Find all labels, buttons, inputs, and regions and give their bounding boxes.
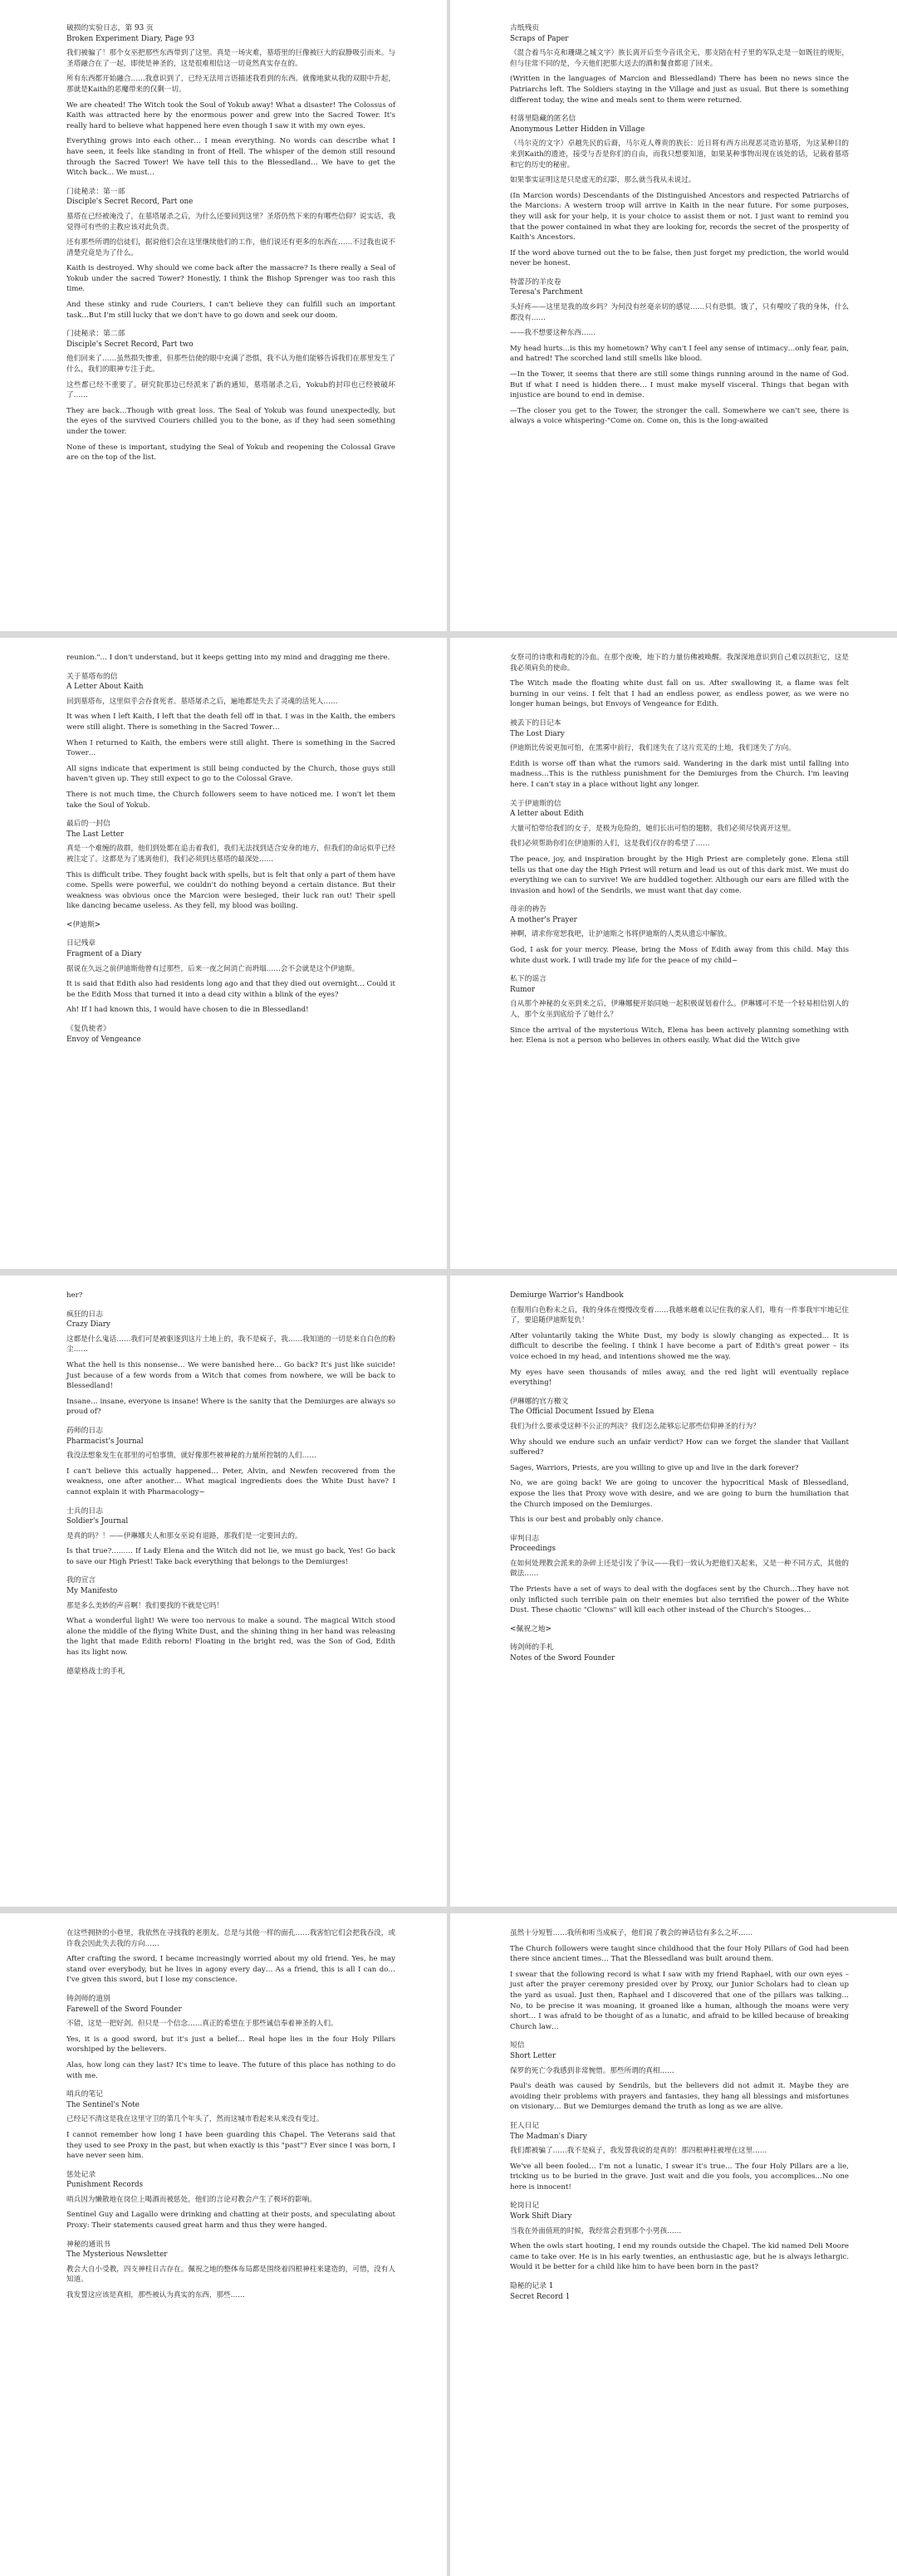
section-subheading: Crazy Diary xyxy=(66,1320,110,1330)
section-heading: 最后的一封信 xyxy=(66,820,110,829)
paragraph: Sages, Warriors, Priests, are you willing to give up and live in the dark forever? xyxy=(510,1463,799,1472)
paragraph: 大量可怕带给我们的女子，是极为危险的，她们长出可怕的翅膀，我们必须尽快离开这里。 xyxy=(510,824,796,833)
paragraph: Yes, it is a good sword, but it's just a belief… Real hope lies in the four Holy Pillars worshiped by the believers. xyxy=(66,2035,395,2054)
paragraph: 女祭司的诗歌和毒蛇的冷血。在那个夜晚，地下的力量仿佛被唤醒。我深深地意识到自己难以抗拒它，这是我必须肩负的使命。 xyxy=(510,654,849,673)
section-heading: 村落里隐藏的匿名信 xyxy=(510,115,576,124)
paragraph: We are cheated! The Witch took the Soul of Yokub away! What a disaster! The Colossus of Kaith was attracted here by the enormous power and grew into the Sacred Tower. It's really hard to believe what happened here even though I saw it with my own eyes. xyxy=(66,100,395,130)
paragraph: 不错，这是一把好剑。但只是一个信念……真正的希望在于那些诚信奉着神圣的人们。 xyxy=(66,2020,338,2029)
section-heading: 私下的谣言 xyxy=(510,975,547,984)
paragraph: 在服用白色粉末之后，我的身体在慢慢改变着……我越来越难以记住我的家人们，唯有一件事我牢牢地记住了，要追随伊迪斯复仇！ xyxy=(510,1305,849,1325)
paragraph: The Priests have a set of ways to deal with the dogfaces sent by the Church…They have not only inflicted such terrible pain on their enemies but also terrified the power of the White Dust. These chaotic "Clowns" will kill each other instead of the Church's Stooges… xyxy=(510,1585,849,1615)
section-heading: 神秘的通讯书 xyxy=(66,2240,110,2249)
section-heading: 德蒙格战士的手札 xyxy=(66,1667,125,1676)
paragraph: If the word above turned out the to be false, then just forget my prediction, the world would never be honest. xyxy=(510,248,849,268)
paragraph: When the owls start hooting, I end my rounds outside the Chapel. The kid named Deli Moore came to take over. He is in his early twenties, an enthusiastic age, but he is always lethargic. Would it be better for a child like him to have been born in the past? xyxy=(510,2242,849,2272)
paragraph: 我们被骗了！那个女巫把那些东西带到了这里。真是一场灾难，墓塔里的巨像被巨大的寂静吸引而来。与圣塔融合在了一起，即使是神圣的，这是很难相信这一切竟然真实存在的。 xyxy=(66,49,395,68)
paragraph: God, I ask for your mercy. Please, bring the Moss of Edith away from this child. May this white dust work. I will trade my life for the peace of my child~ xyxy=(510,946,849,965)
section-heading: 我的宣言 xyxy=(66,1576,96,1585)
paragraph: My head hurts…is this my hometown? Why can't I feel any sense of intimacy…only fear, pain, and hatred! The scorched land still smells like blood. xyxy=(510,344,849,364)
paragraph: 所有东西都开始融合……我意识到了，已经无法用言语描述我看到的东西。就像地狱从我的双眼中升起，那就是Kaith的恶魔带来的仅剩一切。 xyxy=(66,75,395,94)
section-heading: 士兵的日志 xyxy=(66,1506,103,1516)
section-heading: 药师的日志 xyxy=(66,1426,103,1435)
paragraph: 保罗的死亡令我感到非常惋惜。那些所谓的真相…… xyxy=(510,2066,674,2075)
section-heading: 门徒秘录：第一部 xyxy=(66,187,125,196)
paragraph: 那是多么美妙的声音啊！我们要找的不就是它吗！ xyxy=(66,1601,224,1610)
paragraph: （马尔克的文字）卓越先民的后裔，马尔克人尊贵的族长：近日将有西方出现恶灵造访墓塔，为这某种目的来到Kaith的遗迹，接受与否是你们的自由，而我只想要知道，如果某种事物出现在该处的话，记载着墓塔和它的历史的秘密。 xyxy=(510,140,849,169)
section-heading: <伊迪斯> xyxy=(66,920,101,929)
section-subheading: Rumor xyxy=(510,985,536,994)
section-subheading: A letter about Edith xyxy=(510,810,584,819)
paragraph: Edith is worse off than what the rumors said. Wandering in the dark mist until falling into madness…This is the ruthless punishment for the Demiurges from the Church. I'm leaving here. I can't stay in a place without light any longer. xyxy=(510,759,849,789)
paragraph: My eyes have seen thousands of miles away, and the red light will eventually replace everything! xyxy=(510,1368,849,1388)
paragraph: 我们必须帮助你们在伊迪斯的人们，这是我们仅存的希望了…… xyxy=(510,840,710,849)
paragraph: 已经记不清这是我在这里守卫的第几个年头了，然而这城市看起来从来没有变过。 xyxy=(66,2115,324,2124)
paragraph: After crafting the sword, I became increasingly worried about my old friend. Yes, he may stand over everybody, but he lives in agony every day… As a friend, this is all I can do… I've given this sword, but I lose my conscience. xyxy=(66,1955,395,1985)
paragraph: reunion."… I don't understand, but it keeps getting into my mind and dragging me there. xyxy=(66,654,390,662)
section-subheading: The Sentinel's Note xyxy=(66,2100,140,2109)
paragraph: And these stinky and rude Couriers, I can't believe they can fulfill such an important task…But I'm still lucky that we don't have to go down and seek our doom. xyxy=(66,301,395,320)
paragraph: （混合着马尔克和珊瑚之城文字）族长离开后至今音讯全无，那支陪在村子里的军队走是一如既往的规矩，但与往常不同的是，今天他们把那大送去的酒和餐食都退了回来。 xyxy=(510,49,849,68)
section-subheading: Pharmacist's Journal xyxy=(66,1437,144,1446)
paragraph: ——我不想要这种东西…… xyxy=(510,329,596,338)
paragraph: 他们回来了……虽然损失惨重，但那些信使的眼中充满了恐惧，我不认为他们能够告诉我们在那里发生了什么，我们的眼神专注于此。 xyxy=(66,355,395,375)
paragraph: Everything grows into each other… I mean everything. No words can describe what I have seen, it feels like standing in front of Hell. The whisper of the demon still resound through the Sacred Tower! We have tell this to the Blessedland… We have to get the Witch back… We must… xyxy=(66,137,395,178)
paragraph: 这都是什么鬼话……我们可是被驱逐到这片土地上的，我不是疯子，我……我知道的一切是来自白色的粉尘…… xyxy=(66,1335,395,1354)
section-heading: 短信 xyxy=(510,2041,525,2050)
document-page-7 xyxy=(0,1913,447,2576)
paragraph: 如果事实证明这是只是虚无的幻影，那么就当我从未说过。 xyxy=(510,176,696,185)
section-heading: 被丢下的日记本 xyxy=(510,718,561,727)
paragraph: 伊迪斯比传说更加可怕，在黑雾中前行，我们迷失在了这片荒芜的土地，我们迷失了方向。 xyxy=(510,744,796,753)
section-heading: 母亲的祷告 xyxy=(510,905,547,914)
paragraph: I swear that the following record is what I saw with my friend Raphael, with our own eyes – just after the prayer ceremony presided over by Proxy, our Junior Scholars had to clean up the yard as usual. Just then, Raphael and I discovered that one of the pillars was talking… No, to be precise it was moaning, it groaned like a human, although the moans were very short… I was afraid to be thought of as a lunatic, and afraid to be killed because of breaking Church law… xyxy=(510,1970,849,2031)
paragraph: Paul's death was caused by Sendrils, but the believers did not admit it. Maybe they are avoiding their problems with prayers and fantasies, they hang all blessings and misfortunes on visionary… But we Demiurges demand the truth as long as we are alive. xyxy=(510,2082,849,2112)
paragraph: Ah! If I had known this, I would have chosen to die in Blessedland! xyxy=(66,1006,309,1015)
paragraph: The Church followers were taught since childhood that the four Holy Pillars of God had been there since ancient times… That the Blessedland was built around them. xyxy=(510,1944,849,1964)
paragraph: 据说在久远之前伊迪斯他曾有过那些，后来一夜之间消亡而坍塌……会不会就是这个伊迪斯。 xyxy=(66,964,360,973)
paragraph: 我发誓这应该是真相，那些被认为真实的东西，那些…… xyxy=(66,2291,245,2300)
document-page-8 xyxy=(450,1913,897,2576)
section-subheading: Demiurge Warrior's Handbook xyxy=(510,1291,624,1300)
section-subheading: The Last Letter xyxy=(66,830,124,839)
paragraph: Is that true?……… If Lady Elena and the Witch did not lie, we must go back, Yes! Go back to save our High Priest! Take back everything that belongs to the Demiurges! xyxy=(66,1547,395,1566)
paragraph: 在如何处理教会派来的杂碎上还是引发了争议——我们一致认为把他们关起来，又是一种不同方式，其他的做法…… xyxy=(510,1559,849,1579)
paragraph: What a wonderful light! We were too nervous to make a sound. The magical Witch stood alone the middle of the flying White Dust, and the shining thing in her hand was releasing the light that made Edith reborn! Floating in the bright red, was the Son of God, Edith has its light now. xyxy=(66,1617,395,1658)
paragraph: 教会大自小受教，四支神柱日古存在。佩祝之地的整体布局都是围绕着四根神柱来建造的，可惜，没有人知道。 xyxy=(66,2265,395,2285)
section-heading: 哨兵的笔记 xyxy=(66,2090,103,2099)
section-subheading: Fragment of a Diary xyxy=(66,950,142,959)
paragraph: 自从那个神秘的女巫到来之后，伊琳娜便开始同她一起积极谋划着什么。伊琳娜可不是一个轻易相信别人的人，那个女巫到底给予了她什么？ xyxy=(510,1000,849,1020)
section-heading: 《复仇使者》 xyxy=(66,1025,110,1034)
paragraph: Insane… insane, everyone is insane! Where is the sanity that the Demiurges are always so proud of? xyxy=(66,1397,395,1417)
section-heading: 门徒秘录：第二部 xyxy=(66,330,125,339)
paragraph: When I returned to Kaith, the embers were still alight. There is something in the Sacred Tower… xyxy=(66,738,395,758)
section-subheading: Teresa's Parchment xyxy=(510,288,583,297)
section-heading: 疯狂的日志 xyxy=(66,1310,103,1319)
paragraph: 还有那些所谓的信徒们，据说他们会在这里继续他们的工作，他们说还有更多的东西在……不过我也说不清楚究竟是为了什么。 xyxy=(66,238,395,257)
section-heading: 隐秘的记录 1 xyxy=(510,2282,554,2291)
section-subheading: A Letter About Kaith xyxy=(66,683,144,692)
section-heading: 古纸残页 xyxy=(510,24,540,32)
paragraph: 我没法想象发生在那里的可怕事情，就好像那些被神秘的力量所控制的人们…… xyxy=(66,1452,316,1461)
paragraph: This is difficult tribe. They fought back with spells, but is felt that only a part of them have come. Spells were powerful, we couldn't do nothing beyond a certain distance. But their weakness was obvious once the Marcion were besieged, their luck ran out! Their spell like dancing became useless. As they fell, my blood was boiling. xyxy=(66,870,395,911)
paragraph: Sentinel Guy and Lagallo were drinking and chatting at their posts, and speculating about Proxy: Their statements caused great harm and thus they were hanged. xyxy=(66,2211,395,2231)
paragraph: 真是一个难缠的敌群，他们到处都在追击着我们，我们无法找到适合安身的地方，但我们的命运似乎已经被注定了。这都是为了逃离他们，我们必须到达墓塔的最深处…… xyxy=(66,845,395,864)
section-heading: 轮岗日记 xyxy=(510,2201,540,2211)
section-subheading: Notes of the Sword Founder xyxy=(510,1654,615,1663)
section-subheading: The Official Document Issued by Elena xyxy=(510,1408,654,1417)
section-subheading: Broken Experiment Diary, Page 93 xyxy=(66,34,195,43)
section-heading: 特蕾莎的羊皮卷 xyxy=(510,277,561,286)
paragraph: I can't believe this actually happened… Peter, Alvin, and Newfen recovered from the weakness, one after another… What magical ingredients does the White Dust have? I cannot explain it with Pharmacology~ xyxy=(66,1467,395,1496)
paragraph: After voluntarily taking the White Dust, my body is slowly changing as expected… It is difficult to describe the feeling. I think I have become a part of Edith's great power – its voice echoed in my head, and intentions showed me the way. xyxy=(510,1331,849,1361)
paragraph: I cannot remember how long I have been guarding this Chapel. The Veterans said that they used to see Proxy in the past, but when exactly is this "past"? Ever since I was born, I have never seen him. xyxy=(66,2130,395,2161)
section-heading: 审判日志 xyxy=(510,1534,540,1543)
paragraph: 当我在外面值班的时候，我经常会看到那个小男孩…… xyxy=(510,2226,682,2236)
paragraph: The peace, joy, and inspiration brought by the High Priest are completely gone. Elena still tells us that one day the High Priest will return and lead us out of this dark mist. We must do everything we can to survive! We are huddled together. Although our ears are filled with the invasion and howl of the Sendrils, we must want that day come. xyxy=(510,855,849,895)
section-subheading: Disciple's Secret Record, Part one xyxy=(66,198,194,207)
paragraph: (Written in the languages of Marcion and Blessedland) There has been no news since the Patriarchs left. The Soldiers staying in the Village and just as usual. But there is something different today, the wine and meals sent to them were returned. xyxy=(510,75,849,105)
paragraph: 神啊，请求你宽恕我吧，让护迪斯之书将伊迪斯的人类从遗忘中解放。 xyxy=(510,930,732,939)
paragraph: 在这些拥挤的小巷里，我依然在寻找我的老朋友。总是与其他一样的面孔……我害怕它们会把我吞没，或许我会因此失去我的方向…… xyxy=(66,1929,395,1948)
document-page-6 xyxy=(450,1276,897,1907)
section-heading: 日记残章 xyxy=(66,939,96,948)
section-subheading: Secret Record 1 xyxy=(510,2292,571,2301)
paragraph: Since the arrival of the mysterious Witch, Elena has been actively planning something with her. Elena is not a person who believes in others easily. What did the Witch give xyxy=(510,1026,849,1046)
section-subheading: Soldier's Journal xyxy=(66,1517,129,1526)
section-subheading: Farewell of the Sword Founder xyxy=(66,2005,182,2014)
paragraph: 虽然十分短暂……我所和听当成疯子，他们说了教会的神话信有多么之坏…… xyxy=(510,1929,753,1937)
section-subheading: Disciple's Secret Record, Part two xyxy=(66,340,194,349)
section-heading: 破损的实验日志，第 93 页 xyxy=(66,24,154,32)
paragraph: 哨兵因为懒散地在岗位上喝酒而被惩处，他们的言论对教会产生了极坏的影响。 xyxy=(66,2195,316,2204)
paragraph: What the hell is this nonsense… We were banished here… Go back? It's just like suicide! Just because of a few words from a Witch that comes from nowhere, we will be back to Blessedland! xyxy=(66,1360,395,1391)
paragraph: It is said that Edith also had residents long ago and that they died out overnight… Could it be the Edith Moss that turned it into a dead city within a blink of the eyes? xyxy=(66,980,395,999)
section-subheading: Short Letter xyxy=(510,2051,556,2060)
paragraph: 我们都被骗了……我不是疯子，我发誓我说的是真的！那四根神柱被埋在这里…… xyxy=(510,2147,767,2156)
section-subheading: A mother's Prayer xyxy=(510,915,577,924)
document-page-1 xyxy=(0,0,447,631)
paragraph: Alas, how long can they last? It's time to leave. The future of this place has nothing to do with me. xyxy=(66,2060,395,2080)
paragraph: —In the Tower, it seems that there are still some things running around in the name of God. But if what I need is hidden there… I must make myself visceral. Things that began with injustice are bound to end in demise. xyxy=(510,370,849,400)
paragraph: There is not much time, the Church followers seem to have noticed me. I won't let them take the Soul of Yokub. xyxy=(66,790,395,810)
paragraph: It was when I left Kaith, I left that the death fell off in that. I was in the Kaith, the embers were still alight. There is something in the Sacred Tower… xyxy=(66,713,395,732)
section-subheading: Work Shift Diary xyxy=(510,2212,572,2221)
section-subheading: Punishment Records xyxy=(66,2181,144,2190)
paragraph: 回到墓塔布，这里似乎会吞食死者。墓塔屠杀之后，遍地都是失去了灵魂的活死人…… xyxy=(66,697,338,706)
paragraph: No, we are going back! We are going to uncover the hypocritical Mask of Blessedland, expose the lies that Proxy wove with desire, and we are going to burn the humiliation that the Church imposed on the Demiurges. xyxy=(510,1479,849,1509)
section-subheading: Anonymous Letter Hidden in Village xyxy=(510,125,645,134)
section-subheading: The Madman's Diary xyxy=(510,2132,587,2141)
section-subheading: The Lost Diary xyxy=(510,729,565,738)
section-heading: 关于墓塔布的信 xyxy=(66,672,118,681)
paragraph: Kaith is destroyed. Why should we come back after the massacre? Is there really a Seal of Yokub under the sacred Tower? Honestly, I think the Bishop Sprenger was too rash this time. xyxy=(66,264,395,294)
section-heading: 狂人日记 xyxy=(510,2121,540,2130)
paragraph: None of these is important, studying the Seal of Yokub and reopening the Colossal Grave are on the top of the list. xyxy=(66,443,395,463)
document-page-3 xyxy=(0,638,447,1269)
section-subheading: Envoy of Vengeance xyxy=(66,1035,141,1044)
paragraph: The Witch made the floating white dust fall on us. After swallowing it, a flame was felt burning in our veins. I felt that I had an endless power, as endless power, as we were no longer human beings, but Envoys of Vengeance for Edith. xyxy=(510,679,849,709)
section-heading: 铸剑师的手札 xyxy=(510,1643,554,1653)
document-page-2 xyxy=(450,0,897,631)
section-subheading: The Mysterious Newsletter xyxy=(66,2250,168,2260)
section-subheading: Proceedings xyxy=(510,1545,556,1554)
paragraph: This is our best and probably only chance. xyxy=(510,1516,664,1525)
section-heading: <佩祝之地> xyxy=(510,1624,551,1633)
paragraph: All signs indicate that experiment is still being conducted by the Church, those guys still haven't given up. They still expect to go to the Colossal Grave. xyxy=(66,764,395,784)
document-page-5 xyxy=(0,1276,447,1907)
document-page-4 xyxy=(450,638,897,1269)
paragraph: (In Marcion words) Descendants of the Distinguished Ancestors and respected Patriarchs of the Marcions: A western troop will arrive in Kaith in the near future. For some purposes, they will ask for your help, it is your choice to assist them or not. I just want to remind you that the power contained in what they are looking for, records the secret of the prosperity of Kaith's Ancestors. xyxy=(510,191,849,242)
paragraph: 头好疼——这里是我的故乡吗？为何没有丝毫亲切的感觉……只有恐惧。饿了，只有噬咬了我的身体，什么都没有…… xyxy=(510,303,849,322)
paragraph: We've all been fooled… I'm not a lunatic, I swear it's true… The four Holy Pillars are a lie, tricking us to be buried in the grave. Just wait and die you fools, you accomplices…No one here is innocent! xyxy=(510,2162,849,2192)
paragraph: Why should we endure such an unfair verdict? How can we forget the slander that Vaillant suffered? xyxy=(510,1437,849,1457)
section-subheading: My Manifesto xyxy=(66,1587,118,1596)
paragraph: 我们为什么要承受这种不公正的判决？我们怎么能够忘记那些信仰神圣的行为？ xyxy=(510,1422,760,1431)
section-heading: 关于伊迪斯的信 xyxy=(510,799,561,808)
section-heading: 伊琳娜的官方檄文 xyxy=(510,1397,569,1406)
section-subheading: Scraps of Paper xyxy=(510,34,569,43)
paragraph: 墓塔在已经被淹没了，在墓塔屠杀之后，为什么还要回到这里？圣塔仍然下来的有哪些信仰？说实话，我觉得可有些的主教应该对此负责。 xyxy=(66,212,395,232)
paragraph: —The closer you get to the Tower, the stronger the call. Somewhere we can't see, there is always a voice whispering-"Come on. Come on, this is the long-awaited xyxy=(510,406,849,426)
section-heading: 惩处记录 xyxy=(66,2170,96,2179)
paragraph: They are back…Though with great loss. The Seal of Yokub was found unexpectedly, but the eyes of the survived Couriers chilled you to the bone, as if they had seen something under the tower. xyxy=(66,406,395,436)
paragraph: her? xyxy=(66,1291,83,1300)
section-heading: 铸剑师的道别 xyxy=(66,1994,110,2003)
paragraph: 是真的吗？！——伊琳娜夫人和那女巫说有退路，那我们是一定要回去的。 xyxy=(66,1531,302,1540)
paragraph: 这些都已经不重要了。研究院那边已经派来了新的通知，墓塔屠杀之后，Yokub的封印也已经被破坏了…… xyxy=(66,380,395,400)
